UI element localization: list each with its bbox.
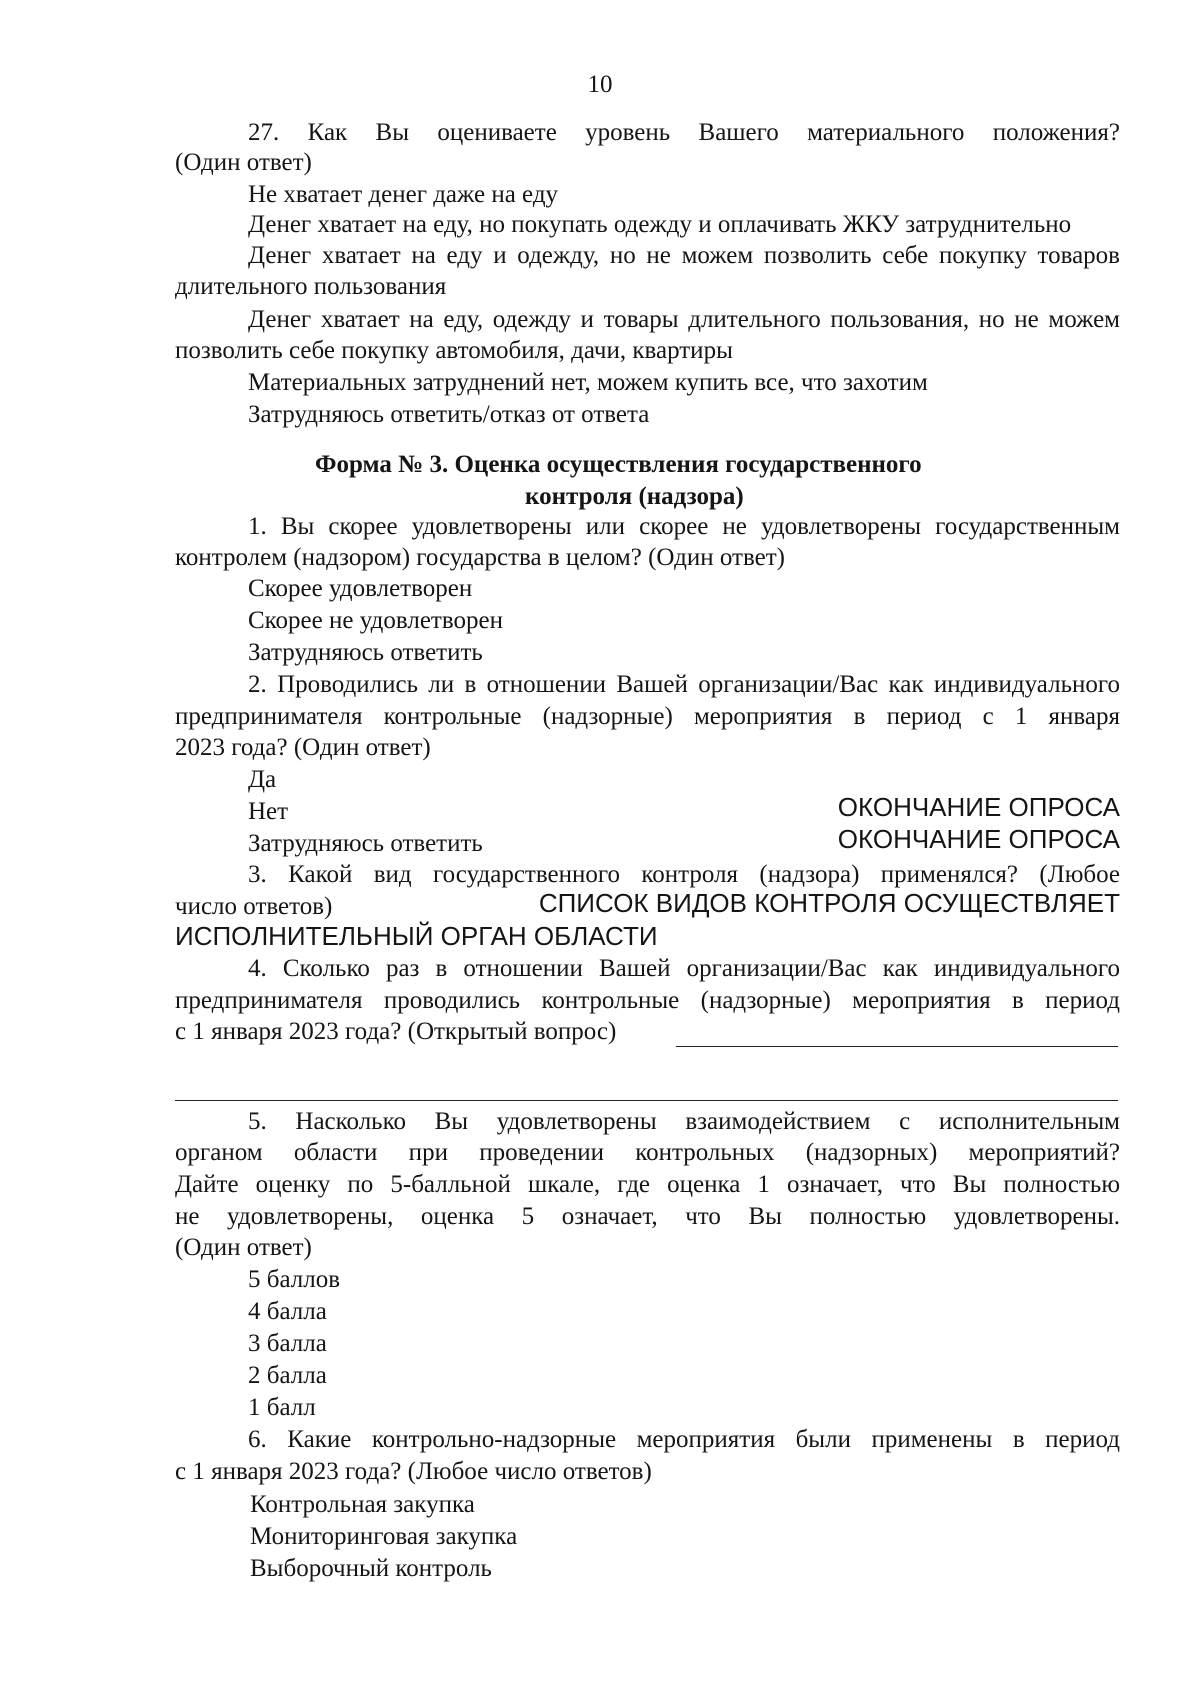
question-27-instruction: (Один ответ): [175, 149, 312, 176]
question-5-text: 5. Насколько Вы удовлетворены взаимодействием с исполнительным: [248, 1108, 1120, 1135]
answer-option: Контрольная закупка: [250, 1491, 475, 1518]
answer-option: Выборочный контроль: [250, 1555, 492, 1582]
instruction-note: СПИСОК ВИДОВ КОНТРОЛЯ ОСУЩЕСТВЛЯЕТ: [538, 888, 1120, 918]
answer-option: Затрудняюсь ответить: [248, 830, 483, 857]
answer-option: 1 балл: [248, 1394, 316, 1421]
question-6-text: 6. Какие контрольно-надзорные мероприятия были применены в период: [248, 1426, 1120, 1453]
answer-option: Да: [248, 766, 277, 793]
answer-option: Денег хватает на еду и одежду, но не можем позволить себе покупку товаров: [248, 242, 1120, 269]
answer-option: 2 балла: [248, 1362, 327, 1389]
answer-option: 4 балла: [248, 1298, 327, 1325]
answer-blank-line: [676, 1046, 1118, 1047]
question-27-text: 27. Как Вы оцениваете уровень Вашего материального положения?: [248, 119, 1120, 146]
question-2-text-continuation: 2023 года? (Один ответ): [175, 734, 431, 761]
answer-option: Затрудняюсь ответить/отказ от ответа: [248, 401, 650, 428]
question-5-text-continuation: не удовлетворены, оценка 5 означает, что Вы полностью удовлетворены.: [175, 1203, 1120, 1230]
question-5-instruction: (Один ответ): [175, 1234, 312, 1261]
question-5-text-continuation: органом области при проведении контрольных (надзорных) мероприятий?: [175, 1139, 1120, 1166]
routing-note: ОКОНЧАНИЕ ОПРОСА: [837, 824, 1120, 854]
answer-option: Денег хватает на еду, но покупать одежду и оплачивать ЖКУ затруднительно: [248, 211, 1072, 238]
answer-blank-line: [175, 1100, 1118, 1101]
answer-option: Не хватает денег даже на еду: [248, 181, 559, 208]
question-4-text-continuation: предпринимателя проводились контрольные (надзорные) мероприятия в период: [175, 987, 1120, 1014]
question-4-text: 4. Сколько раз в отношении Вашей организации/Вас как индивидуального: [248, 955, 1120, 982]
answer-option: Мониторинговая закупка: [250, 1523, 518, 1550]
question-1-text-continuation: контролем (надзором) государства в целом? (Один ответ): [175, 544, 785, 571]
question-6-text-continuation: с 1 января 2023 года? (Любое число ответов): [175, 1458, 652, 1485]
answer-option: Нет: [248, 798, 289, 825]
answer-option: Затрудняюсь ответить: [248, 639, 483, 666]
instruction-note: ИСПОЛНИТЕЛЬНЫЙ ОРГАН ОБЛАСТИ: [175, 921, 658, 951]
section-title: Форма № 3. Оценка осуществления государственного: [315, 451, 922, 478]
section-title: контроля (надзора): [525, 483, 744, 510]
answer-option: 3 балла: [248, 1330, 327, 1357]
question-3-text: 3. Какой вид государственного контроля (надзора) применялся? (Любое: [248, 861, 1120, 888]
answer-option: Материальных затруднений нет, можем купить все, что захотим: [248, 369, 928, 396]
answer-option-continuation: позволить себе покупку автомобиля, дачи, квартиры: [175, 337, 733, 364]
answer-option: 5 баллов: [248, 1266, 341, 1293]
question-2-text-continuation: предпринимателя контрольные (надзорные) мероприятия в период с 1 января: [175, 703, 1120, 730]
answer-option: Скорее удовлетворен: [248, 575, 473, 602]
page-number: 10: [587, 71, 613, 98]
question-4-text-continuation: с 1 января 2023 года? (Открытый вопрос): [175, 1018, 617, 1045]
question-1-text: 1. Вы скорее удовлетворены или скорее не удовлетворены государственным: [248, 513, 1120, 540]
routing-note: ОКОНЧАНИЕ ОПРОСА: [837, 792, 1120, 822]
answer-option: Скорее не удовлетворен: [248, 607, 503, 634]
answer-option: Денег хватает на еду, одежду и товары длительного пользования, но не можем: [248, 306, 1120, 333]
answer-option-continuation: длительного пользования: [175, 273, 447, 300]
question-5-text-continuation: Дайте оценку по 5-балльной шкале, где оценка 1 означает, что Вы полностью: [175, 1171, 1120, 1198]
question-3-text-continuation: число ответов): [175, 893, 333, 920]
question-2-text: 2. Проводились ли в отношении Вашей организации/Вас как индивидуального: [248, 671, 1120, 698]
